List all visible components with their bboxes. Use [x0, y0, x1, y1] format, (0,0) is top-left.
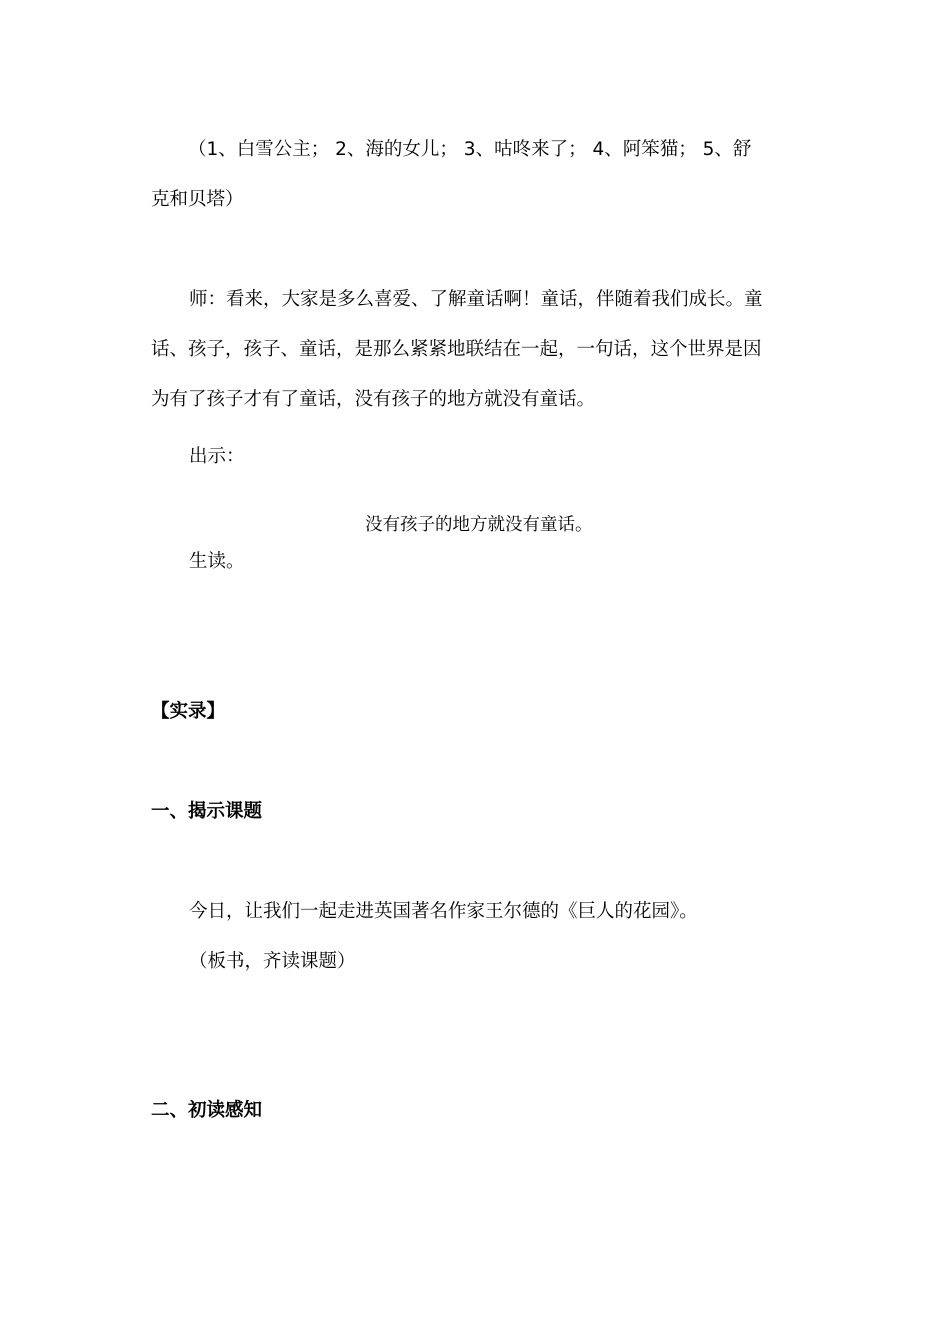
student-read: 生读。: [189, 551, 245, 572]
show-quote: 没有孩子的地方就没有童话。: [365, 515, 593, 535]
section-1-line-2: （板书，齐读课题）: [189, 951, 356, 972]
answers-line-2: 克和贝塔）: [151, 189, 244, 210]
answers-line-1: （1、白雪公主； 2、海的女儿； 3、咕咚来了； 4、阿笨猫； 5、舒: [188, 139, 752, 160]
section-1-line-1: 今日，让我们一起走进英国著名作家王尔德的《巨人的花园》。: [189, 901, 698, 922]
record-heading: 【实录】: [151, 701, 226, 722]
teacher-line-3: 为有了孩子才有了童话，没有孩子的地方就没有童话。: [151, 389, 596, 410]
section-2-heading: 二、初读感知: [151, 1100, 263, 1121]
teacher-line-1: 师：看来，大家是多么喜爱、了解童话啊！童话，伴随着我们成长。童: [189, 289, 763, 310]
show-label: 出示：: [189, 446, 245, 467]
section-1-heading: 一、揭示课题: [151, 801, 263, 822]
teacher-line-2: 话、孩子，孩子、童话，是那么紧紧地联结在一起，一句话，这个世界是因: [151, 339, 762, 360]
